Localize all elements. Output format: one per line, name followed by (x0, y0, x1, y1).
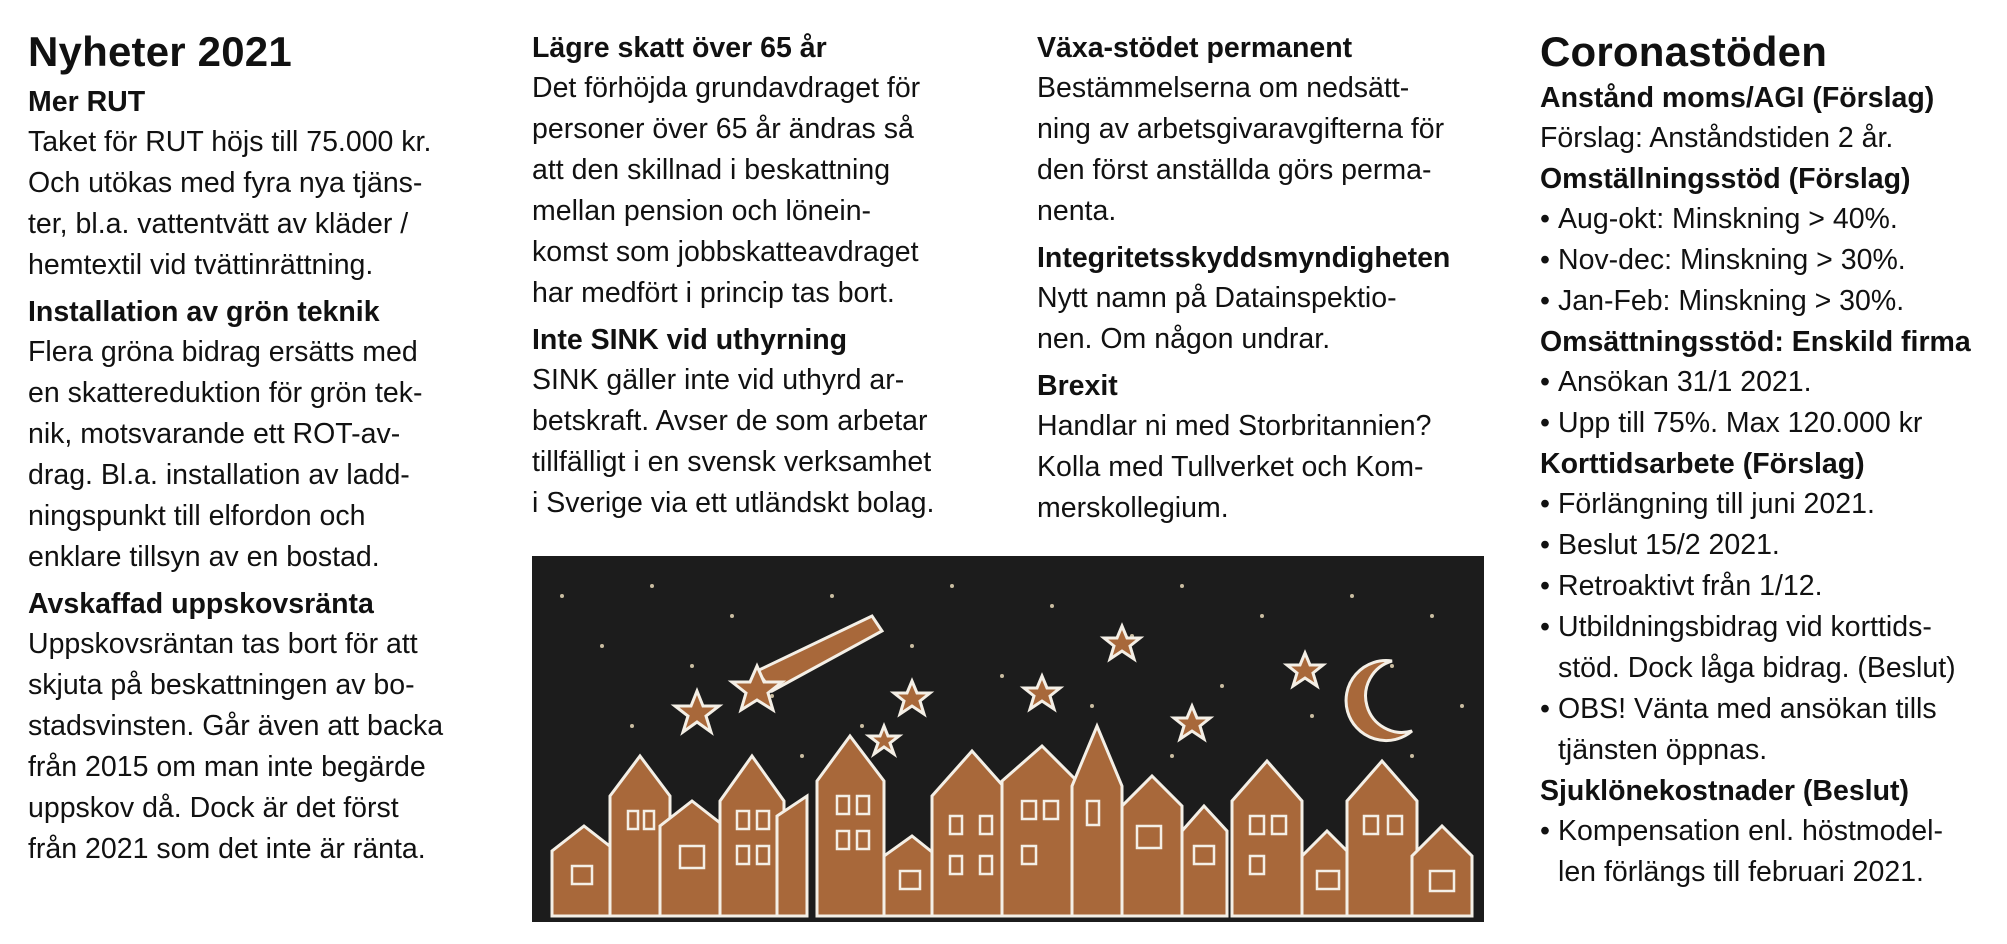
section-mer-rut (28, 82, 498, 286)
list-item: • Retroaktivt från 1/12. (1540, 566, 2000, 607)
section-heading: Installation av grön teknik (28, 296, 380, 328)
bullet-icon: • (1540, 570, 1550, 602)
omsattningsstod-list (1540, 362, 2000, 444)
section-sink (532, 320, 1002, 524)
section-body: Bestämmelserna om nedsätt- ning av arbetsgivaravgifterna för den först anställda görs perma- nenta. (1037, 72, 1445, 227)
section-heading-sjuklonekostnader: Sjuklönekostnader (Beslut) (1540, 775, 1909, 807)
list-item: • Kompensation enl. höstmodel- len förlängs till februari 2021. (1540, 811, 2000, 893)
column-3 (1037, 24, 1507, 535)
list-item: • Ansökan 31/1 2021. (1540, 362, 2000, 403)
section-heading-korttidsarbete: Korttidsarbete (Förslag) (1540, 448, 1865, 480)
sjuklonekostnader-list (1540, 811, 2000, 893)
gingerbread-town-image (532, 556, 1484, 922)
list-item: • Nov-dec: Minskning > 30%. (1540, 240, 2000, 281)
column-coronastoden (1540, 24, 2000, 893)
bullet-icon: • (1540, 693, 1550, 725)
section-heading: Integritetsskyddsmyndigheten (1037, 242, 1451, 274)
coronastoden-title: Coronastöden (1540, 28, 1828, 75)
section-brexit (1037, 366, 1507, 529)
section-body: Handlar ni med Storbritannien? Kolla med Tullverket och Kom- merskollegium. (1037, 410, 1432, 524)
section-heading: Inte SINK vid uthyrning (532, 324, 848, 356)
section-body: Det förhöjda grundavdraget för personer över 65 år ändras så att den skillnad i beskattning mellan pension och lönein- komst som jobbskatteavdraget har medfört i princip tas bort. (532, 72, 921, 309)
bullet-icon: • (1540, 815, 1550, 847)
section-heading: Avskaffad uppskovsränta (28, 588, 374, 620)
bullet-icon: • (1540, 488, 1550, 520)
section-body: Nytt namn på Datainspektio- nen. Om någon undrar. (1037, 282, 1397, 355)
section-heading-anstand: Anstånd moms/AGI (Förslag) (1540, 82, 1935, 114)
section-heading: Växa-stödet permanent (1037, 32, 1353, 64)
section-heading: Mer RUT (28, 86, 146, 118)
bullet-icon: • (1540, 529, 1550, 561)
bullet-icon: • (1540, 244, 1550, 276)
section-body: Uppskovsräntan tas bort för att skjuta på beskattningen av bo- stadsvinsten. Går även att backa från 2015 om man inte begärde uppskov då. Dock är det först från 2021 som det inte är ränta. (28, 628, 444, 865)
bullet-icon: • (1540, 611, 1550, 643)
section-heading: Brexit (1037, 370, 1118, 402)
page-title: Nyheter 2021 (28, 28, 292, 75)
gingerbread-illustration (532, 556, 1484, 922)
column-news-2021 (28, 24, 498, 876)
list-item: • Upp till 75%. Max 120.000 kr (1540, 403, 2000, 444)
column-2 (532, 24, 1002, 530)
bullet-icon: • (1540, 285, 1550, 317)
section-gron-teknik (28, 292, 498, 578)
section-heading: Lägre skatt över 65 år (532, 32, 827, 64)
list-item: • Förlängning till juni 2021. (1540, 484, 2000, 525)
section-heading-omstallningsstod: Omställningsstöd (Förslag) (1540, 163, 1911, 195)
section-body: SINK gäller inte vid uthyrd ar- betskraft. Avser de som arbetar tillfälligt i en svensk verksamhet i Sverige via ett utländskt bolag. (532, 364, 935, 519)
bullet-icon: • (1540, 366, 1550, 398)
list-item: • Utbildningsbidrag vid korttids- stöd. Dock låga bidrag. (Beslut) (1540, 607, 2000, 689)
section-lagre-skatt (532, 28, 1002, 314)
section-body: Flera gröna bidrag ersätts med en skattereduktion för grön tek- nik, motsvarande ett ROT-av- drag. Bl.a. installation av ladd- ningspunkt till elfordon och enklare tillsyn av en bostad. (28, 336, 423, 573)
bullet-icon: • (1540, 407, 1550, 439)
list-item: • Beslut 15/2 2021. (1540, 525, 2000, 566)
section-body-anstand: Förslag: Anståndstiden 2 år. (1540, 122, 1894, 154)
section-imy (1037, 238, 1507, 360)
bullet-icon: • (1540, 203, 1550, 235)
section-vaxa-stodet (1037, 28, 1507, 232)
omstallningsstod-list (1540, 199, 2000, 322)
korttidsarbete-list (1540, 484, 2000, 771)
section-heading-omsattningsstod: Omsättningsstöd: Enskild firma (1540, 326, 1971, 358)
section-uppskovsranta (28, 584, 498, 870)
list-item: • Jan-Feb: Minskning > 30%. (1540, 281, 2000, 322)
section-body: Taket för RUT höjs till 75.000 kr. Och utökas med fyra nya tjäns- ter, bl.a. vattentvätt av kläder / hemtextil vid tvättinrättning. (28, 126, 432, 281)
list-item: • OBS! Vänta med ansökan tills tjänsten öppnas. (1540, 689, 2000, 771)
list-item: • Aug-okt: Minskning > 40%. (1540, 199, 2000, 240)
